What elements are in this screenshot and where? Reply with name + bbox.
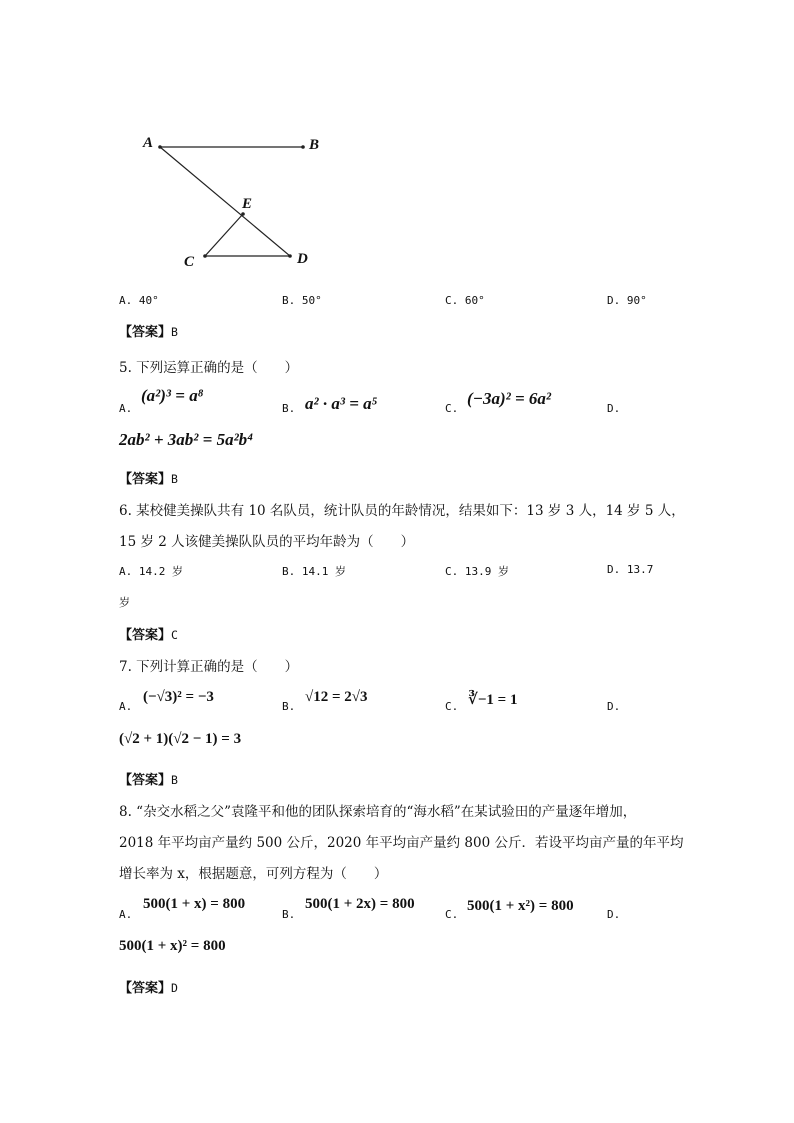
q4-option-d: D. 90° bbox=[607, 294, 647, 307]
q8-option-c-label: C. bbox=[445, 908, 459, 921]
q7-option-b-label: B. bbox=[282, 700, 296, 713]
answer-value: D bbox=[171, 981, 178, 995]
q6-answer bbox=[119, 624, 178, 643]
answer-label: 【答案】 bbox=[119, 981, 172, 996]
answer-label: 【答案】 bbox=[119, 325, 172, 340]
q8-stem-line3: 增长率为 x，根据题意，可列方程为（ ） bbox=[119, 866, 388, 882]
point-d bbox=[288, 254, 292, 258]
q6-option-d: D. 13.7 bbox=[607, 563, 654, 576]
q8-option-a-label: A. bbox=[119, 908, 133, 921]
label-b: B bbox=[309, 137, 320, 153]
segment-ce bbox=[205, 214, 243, 256]
q6-option-b: B. 14.1 岁 bbox=[282, 565, 346, 578]
point-c bbox=[203, 254, 207, 258]
q8-stem-line2: 2018 年平均亩产量约 500 公斤，2020 年平均亩产量约 800 公斤．若设平均亩产量的年平均 bbox=[119, 835, 684, 851]
point-a bbox=[158, 145, 162, 149]
q5-option-b-label: B. bbox=[282, 402, 296, 415]
q8-option-b-expr: 500(1 + 2x) = 800 bbox=[305, 896, 415, 912]
q4-answer bbox=[119, 321, 178, 340]
q8-stem-line1: 8. “杂交水稻之父”袁隆平和他的团队探索培育的“海水稻”在某试验田的产量逐年增加， bbox=[119, 804, 637, 820]
answer-label: 【答案】 bbox=[119, 628, 172, 643]
label-d: D bbox=[297, 251, 308, 267]
answer-value: B bbox=[171, 325, 178, 339]
point-b bbox=[301, 145, 305, 149]
q5-stem: 5. 下列运算正确的是（ ） bbox=[119, 360, 299, 376]
q4-option-c: C. 60° bbox=[445, 294, 485, 307]
q8-option-c-expr: 500(1 + x²) = 800 bbox=[467, 898, 574, 914]
q6-stem-line2: 15 岁 2 人该健美操队队员的平均年龄为（ ） bbox=[119, 534, 415, 550]
q5-option-d-label: D. bbox=[607, 402, 621, 415]
segment-ad bbox=[160, 147, 290, 256]
label-c: C bbox=[184, 254, 195, 270]
q5-option-a-label: A. bbox=[119, 402, 133, 415]
q5-option-a-expr: (a²)³ = a⁸ bbox=[141, 386, 204, 405]
q5-option-c-expr: (−3a)² = 6a² bbox=[467, 389, 552, 408]
label-a: A bbox=[143, 135, 154, 151]
q4-option-a: A. 40° bbox=[119, 294, 159, 307]
answer-label: 【答案】 bbox=[119, 773, 172, 788]
label-e: E bbox=[242, 196, 253, 212]
q5-option-b-expr: a² · a³ = a⁵ bbox=[305, 394, 378, 413]
q7-option-b-expr: √12 = 2√3 bbox=[305, 689, 368, 705]
answer-label: 【答案】 bbox=[119, 472, 172, 487]
q5-option-d-expr: 2ab² + 3ab² = 5a²b⁴ bbox=[119, 430, 254, 449]
q6-stem-line1: 6. 某校健美操队共有 10 名队员，统计队员的年龄情况，结果如下：13 岁 3 人，14 岁 5 人， bbox=[119, 503, 685, 519]
q8-option-d-expr: 500(1 + x)² = 800 bbox=[119, 938, 226, 954]
answer-value: B bbox=[171, 773, 178, 787]
q7-stem: 7. 下列计算正确的是（ ） bbox=[119, 659, 299, 675]
q6-option-d-continued: 岁 bbox=[119, 596, 130, 609]
q7-option-c-label: C. bbox=[445, 700, 459, 713]
q5-answer bbox=[119, 468, 178, 487]
q7-option-d-label: D. bbox=[607, 700, 621, 713]
q6-option-c: C. 13.9 岁 bbox=[445, 565, 509, 578]
q7-option-d-expr: (√2 + 1)(√2 − 1) = 3 bbox=[119, 731, 242, 747]
q8-answer bbox=[119, 977, 178, 996]
q7-option-c-expr: ∛−1 = 1 bbox=[468, 692, 518, 708]
q6-option-a: A. 14.2 岁 bbox=[119, 565, 183, 578]
q4-option-b: B. 50° bbox=[282, 294, 322, 307]
q7-answer bbox=[119, 769, 178, 788]
answer-value: B bbox=[171, 472, 178, 486]
q8-option-d-label: D. bbox=[607, 908, 621, 921]
q7-option-a-expr: (−√3)² = −3 bbox=[143, 689, 214, 705]
q7-option-a-label: A. bbox=[119, 700, 133, 713]
q8-option-b-label: B. bbox=[282, 908, 296, 921]
answer-value: C bbox=[171, 628, 178, 642]
q5-option-c-label: C. bbox=[445, 402, 459, 415]
q8-option-a-expr: 500(1 + x) = 800 bbox=[143, 896, 246, 912]
